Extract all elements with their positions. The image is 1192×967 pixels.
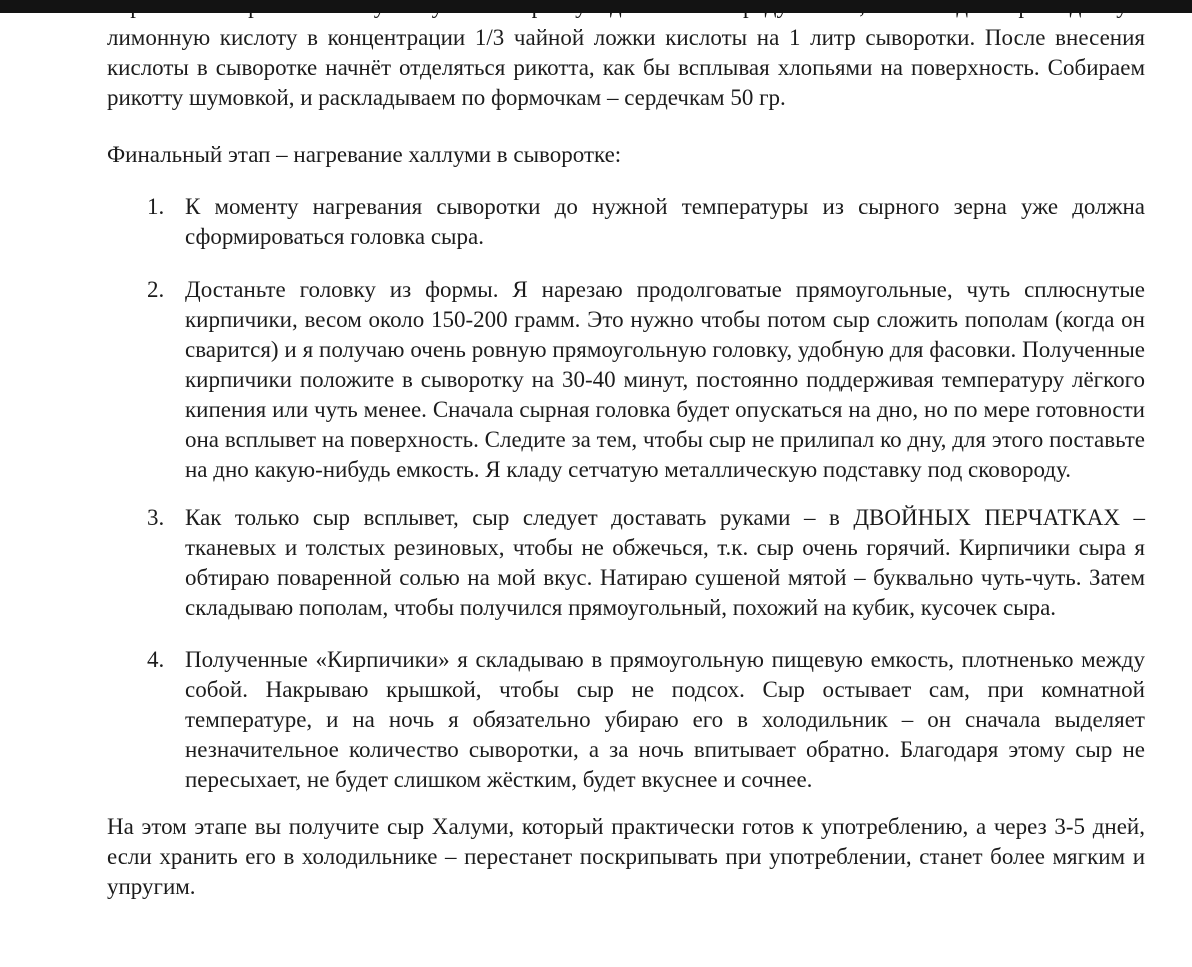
list-item-text: К моменту нагревания сыворотки до нужной температуры из сырного зерна уже должна сформироваться головка сыра. [185, 194, 1145, 249]
list-item-number: 1. [147, 194, 165, 219]
numbered-list [107, 192, 1145, 795]
list-item-number: 4. [147, 647, 165, 672]
list-item [107, 192, 1145, 252]
list-item [107, 275, 1145, 485]
list-item-number: 3. [147, 505, 165, 530]
list-item-text: Как только сыр всплывет, сыр следует доставать руками – в ДВОЙНЫХ ПЕРЧАТКАХ – тканевых и толстых резиновых, чтобы не обжечься, т.к. сыр очень горячий. Кирпичики сыра я обтираю поваренной солью на мой вкус. Натираю сушеной мятой – буквально чуть-чуть. Затем складываю пополам, чтобы получился прямоугольный, похожий на кубик, кусочек сыра. [185, 505, 1145, 620]
list-item [107, 503, 1145, 623]
list-item-text: Полученные «Кирпичики» я складываю в прямоугольную пищевую емкость, плотненько между собой. Накрываю крышкой, чтобы сыр не подсох. Сыр остывает сам, при комнатной температуре, и на ночь я обязательно убираю его в холодильник – он сначала выделяет незначительное количество сыворотки, а за ночь впитывает обратно. Благодаря этому сыр не пересыхает, не будет слишком жёстким, будет вкуснее и сочнее. [185, 647, 1145, 792]
paragraph-intro: лимонную кислоту в концентрации 1/3 чайной ложки кислоты на 1 литр сыворотки. После внесения кислоты в сыворотке начнёт отделяться рикотта, как бы всплывая хлопьями на поверхность. Собираем рикотту шумовкой, и раскладываем по формочкам – сердечкам 50 гр. [107, 25, 1145, 110]
section-heading: Финальный этап – нагревание халлуми в сыворотке: [107, 142, 622, 167]
closing-paragraph: На этом этапе вы получите сыр Халуми, который практически готов к употреблению, а через 3-5 дней, если хранить его в холодильнике – перестанет поскрипывать при употреблении, станет более мягким и упругим. [107, 814, 1145, 899]
document-content [107, 0, 1145, 902]
list-item-number: 2. [147, 277, 165, 302]
top-black-bar [0, 0, 1192, 13]
list-item [107, 645, 1145, 795]
list-item-text: Достаньте головку из формы. Я нарезаю продолговатые прямоугольные, чуть сплюснутые кирпичики, весом около 150-200 грамм. Это нужно чтобы потом сыр сложить пополам (когда он сварится) и я получаю очень ровную прямоугольную головку, удобную для фасовки. Полученные кирпичики положите в сыворотку на 30-40 минут, постоянно поддерживая температуру лёгкого кипения или чуть менее. Сначала сырная головка будет опускаться на дно, но по мере готовности она всплывет на поверхность. Следите за тем, чтобы сыр не прилипал ко дну, для этого поставьте на дно какую-нибудь емкость. Я кладу сетчатую металлическую подставку под сковороду. [185, 277, 1145, 482]
